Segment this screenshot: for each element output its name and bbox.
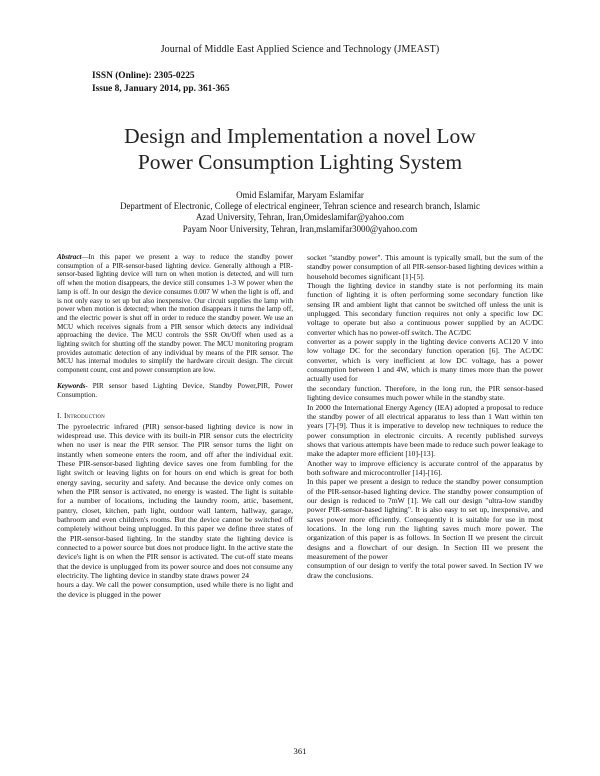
affiliation-2: Payam Noor University, Tehran, Iran,mslamifar3000@yahoo.com (182, 223, 418, 234)
body-paragraph: In 2000 the International Energy Agency (IEA) adopted a proposal to reduce the standby power of all electrical apparatus to less than 1 Watt within ten years [7]-[9]. Thus it is imperative to develop new techniques to reduce the power consumption in electronic circuits. A recently published surveys shows that various attempts have been made to reduce such power leakage to make the adapter more efficient [10]-[13]. (307, 402, 543, 459)
keywords-label: Keywords (57, 381, 86, 390)
issn-line: ISSN (Online): 2305-0225 (92, 71, 195, 81)
body-paragraph: Though the lighting device in standby state is not performing its main function of lighting it is often performing some secondary function like sensing IR and ambient light that cannot be switched off unless the unit is unplugged. This secondary function requires not only a specific low DC voltage to operate but also a continuous power supplied by an AC/DC converter which has no power-off switch. The AC/DC (307, 281, 543, 337)
page-number: 361 (293, 746, 307, 756)
abstract-label: Abstract (57, 253, 82, 261)
body-paragraph: converter as a power supply in the lighting device converts AC120 V into low voltage DC for the secondary function operation [6]. The AC/DC converter, which is very inefficient at low DC voltage, has a power consumption between 1 and 4W, which is many times more than the power actually used for (307, 337, 543, 384)
left-column (57, 253, 293, 599)
paper-title (40, 123, 560, 175)
abstract-text: —In this paper we present a way to reduce the standby power consumption of a PIR-sensor-based lighting device. Generally although a PIR-sensor-based lighting device will turn on when motion is detected, and will turn off when the motion disappears, the device still consumes 1-3 W power when the lamp is off. In our design the device consumes 0.007 W when the light is off, and is not only easy to set up but also inexpensive. Our circuit supplies the lamp with power when motion is detected; when the motion disappears it turns the lamp off, and the electric power is shut off in order to reduce the standby power. We use an MCU which receives signals from a PIR sensor which detects any individual approaching the device. The MCU controls the SSR On/Off when used as a lighting switch for shutting off the standby power. The MCU monitoring program provides automatic detection of any individual by means of the PIR sensor. The MCU has internal modules to simplify the hardware circuit design. The circuit component count, cost and power consumption are low. (57, 253, 293, 375)
title-line-2: Power Consumption Lighting System (137, 150, 463, 174)
body-paragraph: The pyroelectric infrared (PIR) sensor-based lighting device is now in widespread use. This device with its built-in PIR sensor cuts the electricity when no user is near the PIR sensor. The PIR sensor turns the light on instantly when someone enters the room, and off after the individual exit. These PIR-sensor-based lighting device saves one from fumbling for the light switch or leaving lights on for hours on end which is great for both energy saving, security and safety. And because the device only comes on when the PIR sensor is activated, no energy is wasted. The light is suitable for a number of locations, including the laundry room, attic, basement, pantry, closet, kitchen, path light, outdoor wall lantern, hallway, garage, bathroom and even children's rooms. But the device cannot be switched off completely without being unplugged. In this paper we define three states of the PIR-sensor-based lighting. In the standby state the lighting device is connected to a power source but does not produce light. In the active state the device's light is on when the PIR sensor is activated. The cut-off state means that the device is unplugged from its power source and does not consume any electricity. The lighting device in standby state draws power 24 (57, 421, 293, 581)
body-paragraph: the secondary function. Therefore, in the long run, the PIR sensor-based lighting device consumes much power while in the standby state. (307, 383, 543, 403)
author-names: Omid Eslamifar, Maryam Eslamifar (236, 190, 364, 200)
section-title: Introduction (63, 411, 105, 421)
section-number: I. (57, 411, 62, 421)
body-paragraph: In this paper we present a design to reduce the standby power consumption of the PIR-sensor-based lighting device. The standby power consumption of our design is reduced to 7mW [1]. We call our design "ultra-low standby power PIR-sensor-based lighting". It is also easy to set up, inexpensive, and saves power more efficiently. Consequently it is suitable for use in most locations. In the long run the lighting saves much more power. The organization of this paper is as follows. In Section II we present the circuit designs and a flowchart of our design. In Section III we present the measurement of the power (307, 477, 543, 561)
keywords (57, 382, 293, 399)
affiliation-1-line-1: Department of Electronic, College of electrical engineer, Tehran science and research branch, Islamic (120, 201, 480, 212)
affiliation-1-line-2: Azad University, Tehran, Iran,Omideslamifar@yahoo.com (195, 212, 405, 223)
section-heading-introduction (57, 411, 293, 420)
issue-line: Issue 8, January 2014, pp. 361-365 (92, 84, 230, 94)
body-paragraph: Another way to improve efficiency is accurate control of the apparatus by both software and microcontroller [14]-[16]. (307, 458, 543, 477)
abstract (57, 253, 293, 375)
title-line-1: Design and Implementation a novel Low (124, 124, 476, 148)
body-paragraph: hours a day. We call the power consumption, used while there is no light and the device is plugged in the power (57, 580, 293, 599)
body-paragraph: socket "standby power". This amount is typically small, but the sum of the standby power consumption of all PIR-sensor-based lighting devices within a household becomes significant [1]-[5]. (307, 253, 543, 281)
keywords-text: - PIR sensor based Lighting Device, Standby Power,PIR, Power Consumption. (57, 381, 293, 399)
body-paragraph: consumption of our design to verify the total power saved. In Section IV we draw the conclusions. (307, 561, 543, 580)
author-block (20, 190, 580, 235)
right-column (307, 253, 543, 580)
journal-header: Journal of Middle East Applied Science and Technology (JMEAST) (160, 44, 440, 55)
